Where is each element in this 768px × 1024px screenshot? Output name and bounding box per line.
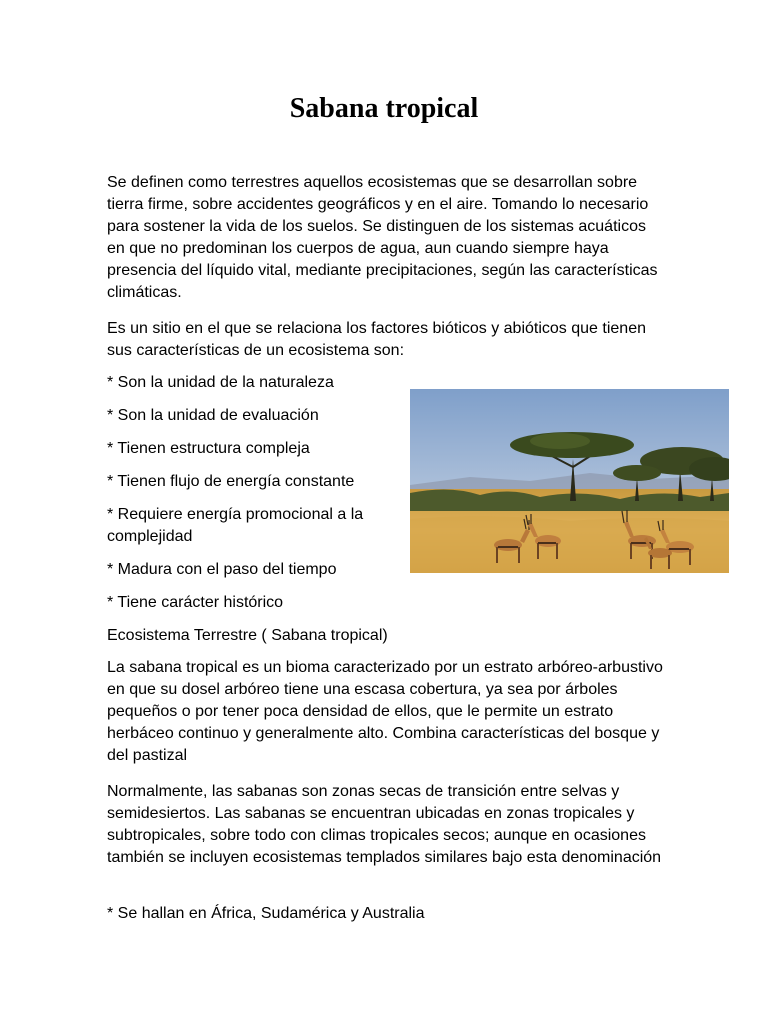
- bullet-item: * Madura con el paso del tiempo: [107, 561, 337, 578]
- savanna-location-paragraph: Normalmente, las sabanas son zonas secas de transición entre selvas y semidesiertos. Las sabanas se encuentran ubicadas en zonas tropicales y subtropicales, sobre todo con climas tropicales secos; aunque en ocasiones también se incluyen ecosistemas templados similares bajo esta denominación: [107, 783, 662, 866]
- continents-bullet: * Se hallan en África, Sudamérica y Australia: [107, 905, 425, 922]
- bullet-item: * Son la unidad de la naturaleza: [107, 374, 334, 391]
- savanna-illustration: [410, 389, 729, 573]
- savanna-description-paragraph: La sabana tropical es un bioma caracterizado por un estrato arbóreo-arbustivo en que su dosel arbóreo tiene una escasa cobertura, ya sea por árboles pequeños o por tener poca densidad de ellos, que le permite un estrato herbáceo continuo y generalmente alto. Combina características del bosque y del pastizal: [107, 659, 663, 764]
- section-subheading: Ecosistema Terrestre ( Sabana tropical): [107, 627, 388, 644]
- bullet-item: * Son la unidad de evaluación: [107, 407, 319, 424]
- intro-paragraph: Se definen como terrestres aquellos ecosistemas que se desarrollan sobre tierra firme, sobre accidentes geográficos y en el aire. Tomando lo necesario para sostener la vida de los suelos. Se distinguen de los sistemas acuáticos en que no predominan los cuerpos de agua, aun cuando siempre haya presencia del líquido vital, mediante precipitaciones, según las características climáticas.: [107, 174, 658, 301]
- page-title: Sabana tropical: [289, 93, 479, 124]
- bullet-item: * Tiene carácter histórico: [107, 594, 284, 611]
- bullet-item: * Tienen flujo de energía constante: [107, 473, 355, 490]
- bullet-item: * Tienen estructura compleja: [107, 440, 310, 457]
- savanna-photo: [410, 389, 729, 573]
- characteristics-intro-paragraph: Es un sitio en el que se relaciona los factores bióticos y abióticos que tienen sus características de un ecosistema son:: [107, 320, 646, 359]
- bullet-item: * Requiere energía promocional a la complejidad: [107, 506, 364, 545]
